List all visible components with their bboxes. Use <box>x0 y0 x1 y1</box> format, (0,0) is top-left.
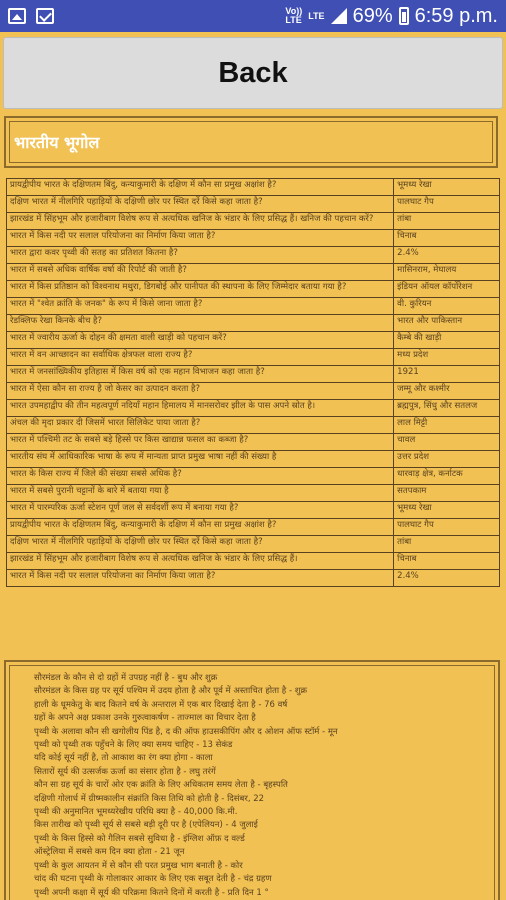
question-cell: भारत द्वारा कवर पृथ्वी की सतह का प्रतिशत कितना है? <box>7 247 394 264</box>
question-cell: अंचल की मृदा प्रकार दी जिसमें भारत सिलिकेट पाया जाता है? <box>7 417 394 434</box>
answer-cell: चिनाब <box>394 553 500 570</box>
table-row <box>7 247 500 264</box>
question-cell: भारत में "श्वेत क्रांति के जनक" के रूप में किसे जाना जाता है? <box>7 298 394 315</box>
answer-cell: 2.4% <box>394 570 500 587</box>
answer-cell: तांबा <box>394 536 500 553</box>
question-cell: रेडक्लिफ रेखा किनके बीच है? <box>7 315 394 332</box>
table-row <box>7 468 500 485</box>
message-notification-icon <box>36 8 54 24</box>
table-row <box>7 400 500 417</box>
answer-cell: मध्य प्रदेश <box>394 349 500 366</box>
table-row <box>7 502 500 519</box>
question-cell: भारत उपमहाद्वीप की तीन महत्वपूर्ण नदियाँ महान हिमालय में मानसरोवर झील के पास अपने स्रोत है। <box>7 400 394 417</box>
facts-list-container <box>9 665 495 900</box>
list-item: • कौन सा ग्रह सूर्य के चारों ओर एक क्रांति के लिए अधिकतम समय लेता है - बृहस्पति <box>34 779 488 792</box>
question-cell: भारत में जनसांख्यिकीय इतिहास में किस वर्ष को एक महान विभाजन कहा जाता है? <box>7 366 394 383</box>
list-item: • पृथ्वी के किस हिस्से को गैलिन सबसे सुविधा है - इंग्लिश ऑफ़ द वर्ल्ड <box>34 833 488 846</box>
list-item: • पृथ्वी को पृथ्वी तक पहुँचने के लिए क्या समय चाहिए - 13 सेकंड <box>34 739 488 752</box>
list-item: • सौरमंडल के कौन से दो ग्रहों में उपग्रह नहीं है - बुध और शुक्र <box>34 672 488 685</box>
list-item: • चांद की घटना पृथ्वी के गोलाकार आकार के लिए एक सबूत देती है - चंद्र ग्रहण <box>34 873 488 886</box>
answer-cell: धारवाड़ क्षेत्र, कर्नाटक <box>394 468 500 485</box>
question-cell: भारत में पश्चिमी तट के सबसे बड़े हिस्से पर किस खाद्यान्न फसल का कब्जा है? <box>7 434 394 451</box>
answer-cell: सतपकाम <box>394 485 500 502</box>
answer-cell: तांबा <box>394 213 500 230</box>
facts-panel <box>4 660 500 900</box>
list-item: • हाली के धूमकेतु के बाद कितने वर्ष के अन्तराल में एक बार दिखाई देता है - 76 वर्ष <box>34 699 488 712</box>
table-row <box>7 349 500 366</box>
question-cell: भारत में किस नदी पर सलाल परियोजना का निर्माण किया जाता है? <box>7 570 394 587</box>
table-row <box>7 417 500 434</box>
answer-cell: मासिनराम, मेघालय <box>394 264 500 281</box>
table-row <box>7 383 500 400</box>
answer-cell: उत्तर प्रदेश <box>394 451 500 468</box>
table-row <box>7 230 500 247</box>
table-row <box>7 366 500 383</box>
answer-cell: कैम्बे की खाड़ी <box>394 332 500 349</box>
question-cell: भारत में पारम्परिक ऊर्जा स्टेशन पूर्ण जल से सर्वदर्शी रूप में बनाया गया है? <box>7 502 394 519</box>
question-cell: भारत के किस राज्य में जिले की संख्या सबसे अधिक है? <box>7 468 394 485</box>
list-item: • किस तारीख को पृथ्वी सूर्य से सबसे बड़ी दूरी पर है (एपेलियन) - 4 जुलाई <box>34 819 488 832</box>
answer-cell: 2.4% <box>394 247 500 264</box>
qa-table <box>6 178 500 587</box>
table-row <box>7 281 500 298</box>
table-row <box>7 519 500 536</box>
table-row <box>7 315 500 332</box>
list-item: • पृथ्वी अपनी कक्षा में सूर्य की परिक्रमा कितने दिनों में करती है - प्रति दिन 1 ° <box>34 887 488 900</box>
question-cell: भारत में वन आच्छादन का सर्वाधिक क्षेत्रफल वाला राज्य है? <box>7 349 394 366</box>
answer-cell: चिनाब <box>394 230 500 247</box>
question-cell: भारत में ऐसा कौन सा राज्य है जो केसर का उत्पादन करता है? <box>7 383 394 400</box>
table-row <box>7 213 500 230</box>
image-notification-icon <box>8 8 26 24</box>
table-row <box>7 451 500 468</box>
question-cell: प्रायद्वीपीय भारत के दक्षिणतम बिंदु, कन्याकुमारी के दक्षिण में कौन सा प्रमुख अक्षांश है? <box>7 179 394 196</box>
question-cell: भारत में सबसे अधिक वार्षिक वर्षा की रिपोर्ट की जाती है? <box>7 264 394 281</box>
answer-cell: इंडियन ऑयल कॉर्पोरेशन <box>394 281 500 298</box>
list-item: • सौरमंडल के किस ग्रह पर सूर्य पश्चिम में उदय होता है और पूर्व में अस्ताचित होता है - शुक्र <box>34 685 488 698</box>
list-item: • यदि कोई सूर्य नहीं है, तो आकाश का रंग क्या होगा - काला <box>34 752 488 765</box>
table-row <box>7 264 500 281</box>
facts-list <box>34 672 488 900</box>
answer-cell: पालघाट गैप <box>394 196 500 213</box>
table-row <box>7 570 500 587</box>
signal-strength-icon <box>331 8 347 24</box>
answer-cell: भूमध्य रेखा <box>394 502 500 519</box>
question-cell: भारतीय संघ में आधिकारिक भाषा के रूप में मान्यता प्राप्त प्रमुख भाषा नहीं की संख्या है <box>7 451 394 468</box>
question-cell: प्रायद्वीपीय भारत के दक्षिणतम बिंदु, कन्याकुमारी के दक्षिण में कौन सा प्रमुख अक्षांश है? <box>7 519 394 536</box>
title-panel <box>4 116 498 168</box>
status-bar <box>0 0 506 32</box>
answer-cell: जम्मू और कश्मीर <box>394 383 500 400</box>
answer-cell: वी. कुरियन <box>394 298 500 315</box>
list-item: • ग्रहों के अपने अक्ष प्रकाश उनके गुरुत्वाकर्षण - ताज्माल का विचार देता है <box>34 712 488 725</box>
question-cell: दक्षिण भारत में नीलगिरि पहाड़ियों के दक्षिणी छोर पर स्थित दर्रे किसे कहा जाता है? <box>7 196 394 213</box>
volte-indicator: Vo)) LTE <box>285 6 303 25</box>
answer-cell: 1921 <box>394 366 500 383</box>
table-row <box>7 553 500 570</box>
lte-indicator: LTE <box>308 10 325 21</box>
table-row <box>7 536 500 553</box>
answer-cell: पालघाट गैप <box>394 519 500 536</box>
list-item: • दक्षिणी गोलार्ध में ग्रीष्मकालीन संक्रांति किस तिथि को होती है - दिसंबर, 22 <box>34 793 488 806</box>
list-item: • पृथ्वी के अलावा कौन सी खगोलीय पिंड है, द की ऑफ हाउसकीपिंग और द ओशन ऑफ स्टॉर्म - मून <box>34 726 488 739</box>
back-button[interactable]: Back <box>3 37 503 109</box>
list-item: • पृथ्वी के कुल आयतन में से कौन सी परत प्रमुख भाग बनाती है - कोर <box>34 860 488 873</box>
clock: 6:59 p.m. <box>414 4 498 27</box>
question-cell: झारखंड में सिंहभूम और हजारीबाग विशेष रूप से अत्यधिक खनिज के भंडार के लिए प्रसिद्ध हैं। <box>7 553 394 570</box>
answer-cell: ब्रह्मपुत्र, सिंधु और सतलज <box>394 400 500 417</box>
page-title: भारतीय भूगोल <box>9 121 493 163</box>
question-cell: झारखंड में सिंहभूम और हजारीबाग विशेष रूप से अत्यधिक खनिज के भंडार के लिए प्रसिद्ध हैं। खनिज की पहचान करें? <box>7 213 394 230</box>
table-row <box>7 196 500 213</box>
question-cell: भारत में सबसे पुरानी चट्टानों के बारे में बताया गया है <box>7 485 394 502</box>
answer-cell: चावल <box>394 434 500 451</box>
table-row <box>7 332 500 349</box>
list-item: • पृथ्वी की अनुमानित भूमध्यरेखीय परिधि क्या है - 40,000 कि.मी. <box>34 806 488 819</box>
answer-cell: भूमध्य रेखा <box>394 179 500 196</box>
question-cell: भारत में किस प्रतिष्ठान को विश्वनाथ मथुरा, डिगबोई और पानीपत की स्थापना के लिए जिम्मेदार बताया गया है? <box>7 281 394 298</box>
battery-icon <box>399 7 409 25</box>
table-row <box>7 179 500 196</box>
question-cell: भारत में ज्वारीय ऊर्जा के दोहन की क्षमता वाली खाड़ी को पहचान करें? <box>7 332 394 349</box>
question-cell: दक्षिण भारत में नीलगिरि पहाड़ियों के दक्षिणी छोर पर स्थित दर्रे किसे कहा जाता है? <box>7 536 394 553</box>
answer-cell: भारत और पाकिस्तान <box>394 315 500 332</box>
question-cell: भारत में किस नदी पर सलाल परियोजना का निर्माण किया जाता है? <box>7 230 394 247</box>
table-row <box>7 485 500 502</box>
list-item: • ऑस्ट्रेलिया में सबसे कम दिन क्या होता - 21 जून <box>34 846 488 859</box>
battery-percent: 69% <box>352 4 393 27</box>
table-row <box>7 298 500 315</box>
table-row <box>7 434 500 451</box>
list-item: • सितारों सूर्य की उत्सर्जक ऊर्जा का संसार होता है - लघु तरंगें <box>34 766 488 779</box>
answer-cell: लाल मिट्टी <box>394 417 500 434</box>
